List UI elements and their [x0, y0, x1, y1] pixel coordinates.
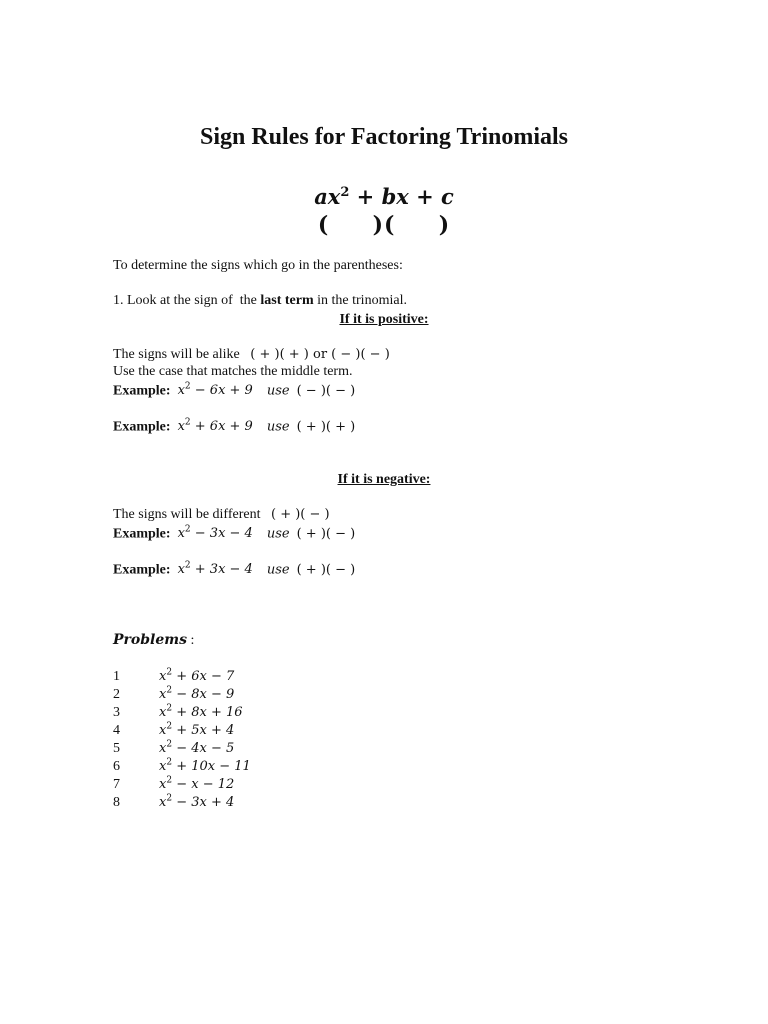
- problem-row: [113, 775, 234, 793]
- example-expression: [178, 383, 253, 398]
- expr-exponent: 2: [166, 667, 173, 678]
- positive-line1-signs: ( + )( + ) or ( − )( − ): [250, 347, 390, 362]
- problem-row: [113, 757, 251, 775]
- problem-row: [113, 703, 243, 721]
- expr-x: x: [177, 526, 185, 542]
- expr-exponent: 2: [184, 382, 191, 392]
- example-label: Example:: [113, 526, 171, 542]
- negative-line1-text: The signs will be different: [113, 507, 261, 522]
- problem-number: 4: [113, 723, 120, 738]
- example-label: Example:: [113, 419, 171, 435]
- problem-expression-rest: − 3x + 4: [172, 795, 235, 810]
- expr-rest: + 3x − 4: [190, 562, 253, 578]
- positive-heading: [0, 312, 768, 328]
- expr-rest: − 6x + 9: [190, 383, 253, 399]
- problem-expression-rest: + 8x + 16: [172, 705, 243, 720]
- problem-number: 6: [113, 759, 120, 774]
- problem-expression-rest: − 4x − 5: [172, 741, 235, 756]
- problem-expression: $x^2 + 8x + 16$: [159, 703, 243, 720]
- expr-exponent: 2: [166, 793, 173, 804]
- example-expression: [178, 419, 253, 434]
- use-word: use: [266, 383, 290, 399]
- example-label: Example:: [113, 383, 171, 399]
- problem-number: 5: [113, 741, 120, 756]
- problem-row: [113, 793, 234, 811]
- problem-expression-rest: + 6x − 7: [172, 669, 235, 684]
- use-word: use: [266, 562, 290, 578]
- problem-number: 8: [113, 795, 120, 810]
- negative-line1: [113, 507, 330, 523]
- formula-exponent: 2: [340, 185, 350, 200]
- positive-line2: Use the case that matches the middle term.: [113, 364, 353, 379]
- example-expression: [178, 562, 253, 577]
- expr-x: x: [177, 383, 185, 399]
- problem-expression-rest: + 10x − 11: [172, 759, 251, 774]
- use-word: use: [266, 526, 290, 542]
- expr-exponent: 2: [166, 739, 173, 750]
- problem-row: [113, 721, 234, 739]
- general-trinomial: [0, 184, 768, 209]
- problems-header: [113, 631, 194, 649]
- example-label: Example:: [113, 562, 171, 578]
- expr-exponent: 2: [166, 757, 173, 768]
- problem-expression-rest: − 8x − 9: [172, 687, 235, 702]
- step1-suffix: in the trinomial.: [313, 293, 407, 308]
- problem-expression: $x^2 + 5x + 4$: [159, 721, 235, 738]
- positive-line1-text: The signs will be alike: [113, 347, 240, 362]
- problems-colon: :: [186, 633, 195, 648]
- example-signs: ( + )( − ): [296, 562, 356, 578]
- expr-exponent: 2: [184, 418, 191, 428]
- problem-number: 3: [113, 705, 120, 720]
- expr-rest: − 3x − 4: [190, 526, 253, 542]
- example-signs: ( + )( + ): [296, 419, 356, 435]
- intro-text: To determine the signs which go in the parentheses:: [113, 258, 403, 273]
- problem-expression: $x^2 - 4x - 5$: [159, 739, 235, 756]
- negative-heading: If it is negative:: [337, 472, 431, 487]
- positive-line1: [113, 347, 390, 363]
- problem-expression: $x^2 - 3x + 4$: [159, 793, 235, 810]
- expr-exponent: 2: [184, 525, 191, 535]
- problem-number: 1: [113, 669, 120, 684]
- page-title: Sign Rules for Factoring Trinomials: [199, 124, 568, 150]
- problem-row: [113, 685, 234, 703]
- problem-expression-rest: + 5x + 4: [172, 723, 235, 738]
- expr-exponent: 2: [166, 775, 173, 786]
- expr-exponent: 2: [166, 703, 173, 714]
- blank-parentheses: ( )( ): [317, 212, 451, 238]
- example-signs: ( + )( − ): [296, 526, 356, 542]
- example-expression: [178, 526, 253, 541]
- problem-expression: $x^2 + 10x - 11$: [159, 757, 251, 774]
- positive-heading-text: If it is positive:: [339, 312, 429, 327]
- example-signs: ( − )( − ): [296, 383, 356, 399]
- problem-expression: $x^2 + 6x - 7$: [159, 667, 235, 684]
- step-1: [113, 293, 407, 309]
- expr-exponent: 2: [166, 721, 173, 732]
- problems-label: Problems: [113, 632, 187, 648]
- formula-rest: + bx + c: [349, 184, 454, 209]
- expr-exponent: 2: [166, 685, 173, 696]
- problem-row: [113, 667, 234, 685]
- formula-ax: ax: [314, 184, 341, 209]
- expr-x: x: [177, 562, 185, 578]
- negative-line1-signs: ( + )( − ): [271, 507, 330, 522]
- negative-example-1: [113, 525, 355, 542]
- expr-rest: + 6x + 9: [190, 419, 253, 435]
- problem-row: [113, 739, 234, 757]
- expr-exponent: 2: [184, 561, 191, 571]
- problem-expression-rest: − x − 12: [172, 777, 235, 792]
- positive-example-2: [113, 418, 355, 435]
- step1-bold: last term: [260, 293, 314, 308]
- problem-expression: $x^2 - 8x - 9$: [159, 685, 235, 702]
- use-word: use: [266, 419, 290, 435]
- step1-prefix: 1. Look at the sign of the: [113, 293, 261, 308]
- problem-number: 2: [113, 687, 120, 702]
- expr-x: x: [177, 419, 185, 435]
- problem-expression: $x^2 - x - 12$: [159, 775, 235, 792]
- positive-example-1: [113, 382, 355, 399]
- problem-number: 7: [113, 777, 120, 792]
- negative-example-2: [113, 561, 355, 578]
